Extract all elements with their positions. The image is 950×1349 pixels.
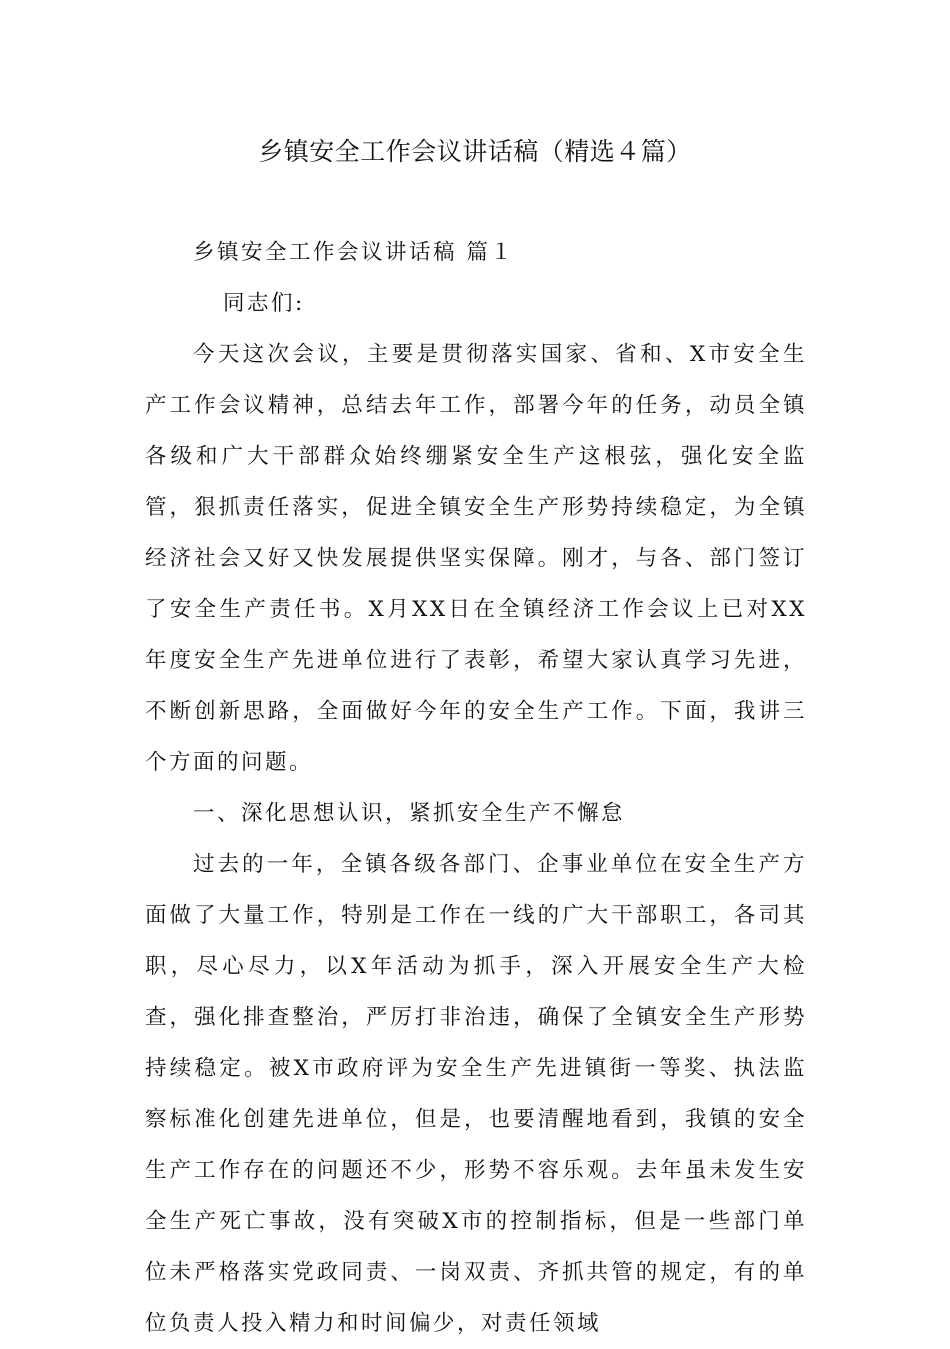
paragraph-2: 过去的一年，全镇各级各部门、企事业单位在安全生产方面做了大量工作，特别是工作在一线的广大干部职工，各司其职，尽心尽力，以X年活动为抓手，深入开展安全生产大检查，强化排查整治，严厉打非治违，确保了全镇安全生产形势持续稳定。被X市政府评为安全生产先进镇街一等奖、执法监察标准化创建先进单位，但是，也要清醒地看到，我镇的安全生产工作存在的问题还不少，形势不容乐观。去年虽未发生安全生产死亡事故，没有突破X市的控制指标，但是一些部门单位未严格落实党政同责、一岗双责、齐抓共管的规定，有的单位负责人投入精力和时间偏少，对责任领域 [145, 852, 807, 1336]
document-title: 乡镇安全工作会议讲话稿（精选４篇） [258, 137, 692, 166]
section-heading: 乡镇安全工作会议讲话稿 篇１ [193, 240, 515, 265]
subheading-1: 一、深化思想认识，紧抓安全生产不懈怠 [193, 801, 626, 826]
document-body [145, 227, 807, 1349]
paragraph-1: 今天这次会议，主要是贯彻落实国家、省和、X市安全生产工作会议精神，总结去年工作，部署今年的任务，动员全镇各级和广大干部群众始终绷紧安全生产这根弦，强化安全监管，狠抓责任落实，促进全镇安全生产形势持续稳定，为全镇经济社会又好又快发展提供坚实保障。刚才，与各、部门签订了安全生产责任书。X月XX日在全镇经济工作会议上已对XX年度安全生产先进单位进行了表彰，希望大家认真学习先进，不断创新思路，全面做好今年的安全生产工作。下面，我讲三个方面的问题。 [145, 342, 807, 775]
salutation: 同志们: [223, 291, 305, 316]
